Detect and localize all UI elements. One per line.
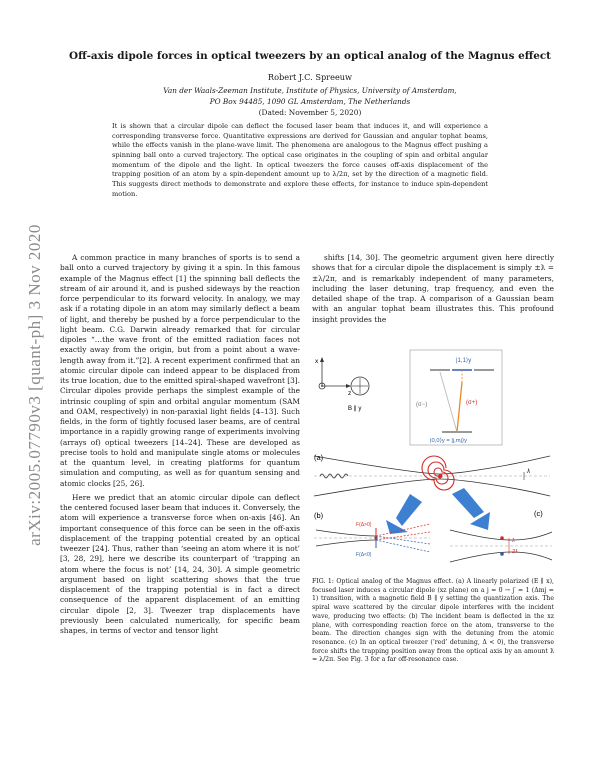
trapped-atom-lower <box>500 552 504 556</box>
arxiv-id: arXiv:2005.07790v3 [quant-ph] 3 Nov 2020 <box>25 224 44 546</box>
affiliation-line-1: Van der Waals-Zeeman Institute, Institute of Physics, University of Amsterdam, <box>163 86 457 95</box>
left-column <box>60 253 300 636</box>
level-bottom-label: |0,0⟩y = |j,mj⟩y <box>430 438 468 444</box>
beam-lower-edge <box>314 479 550 496</box>
body-paragraph-1: A common practice in many branches of sports is to send a ball onto a curved trajectory by giving it a spin. In this famous example of the Magnus effect [1] the spinning ball deflects the stream of air around it, and is pushed sideways by the reaction force perpendicular to its forward velocity. In analogy, we may ask if a rotating dipole in an atom may similarly deflect a beam of light, and thereby be pushed by a force perpendicular to the light beam. C.G. Darwin already remarked that for circular dipoles “…the wave front of the emitted radiation faces not exactly away from the origin, but from a point about a wave-length away from it.”[2]. A recent experiment confirmed that an atomic circular dipole can indeed appear to be displaced from its true location, due to the emitted spiral-shaped wavefront [3]. Circular dipoles provide perhaps the simplest example of the intrinsic coupling of spin and orbital angular momentum (SAM and OAM, respectively) in non-paraxial light fields [4–13]. Such fields, in the form of tightly focused laser beams, are of central importance in a rapidly growing range of experiments involving (arrays of) optical tweezers [14–24]. These are developed as precise tools to hold and manipulate single atoms or molecules at the quantum level, in creating platforms for quantum simulation and computing, as well as for quantum sensing and atomic clocks [25, 26]. <box>60 253 300 488</box>
force-positive-label: F(Δ>0) <box>356 522 372 528</box>
beam-upper-edge <box>314 456 550 474</box>
caption-text: Optical analog of the Magnus effect. (a) A linearly polarized (E ∥ x), focused laser induces a circular dipole (xz plane) on a j = 0 → j′ = 1 (Δmj = 1) transition, with a magnetic field B ∥ y setting the quantization axis. The spiral wave scattered by the circular dipole interferes with the incident wave, producing two effects: (b) The incident beam is deflected in the xz plane, with corresponding reaction force on the atom, transverse to the beam. The direction changes sign with the detuning from the atomic resonance. (c) In an optical tweezer (‘red’ detuning, Δ < 0), the transverse force shifts the trapping position away from the optical axis by an amount ƛ = λ/2π. See Fig. 3 for a far off-resonance case. <box>312 578 554 664</box>
date-line: (Dated: November 5, 2020) <box>258 108 362 117</box>
figure-1-graphic <box>312 348 554 573</box>
caption-label: FIG. 1: <box>312 578 334 585</box>
panel-b-label: (b) <box>314 511 324 520</box>
paper-title: Off-axis dipole forces in optical tweezers by an optical analog of the Magnus effect <box>69 50 551 62</box>
arrow-to-c-icon <box>452 488 490 530</box>
author-name: Robert J.C. Spreeuw <box>267 72 353 82</box>
panel-a-label: (a) <box>314 453 324 462</box>
lambda-bar-label: ƛ <box>527 469 530 475</box>
trapped-atom-upper <box>500 536 504 540</box>
panel-c-label: (c) <box>534 509 543 518</box>
figure-1 <box>312 348 554 573</box>
arrow-to-b-icon <box>386 494 422 534</box>
level-diagram-frame <box>410 350 502 445</box>
axis-z-label: z <box>348 390 352 397</box>
level-top-label: |1,1⟩y <box>456 358 472 364</box>
sigma-plus-label: (σ+) <box>466 400 478 406</box>
axes-icon <box>319 357 351 389</box>
sigma-minus-label: (σ−) <box>416 402 428 408</box>
lambda-small-label: ƛ <box>512 538 515 544</box>
abstract: It is shown that a circular dipole can deflect the focused laser beam that induces it, and will experience a corresponding transverse force. Quantitative expressions are derived for Gaussian and angular tophat beams, while the effects vanish in the plane-wave limit. The phenomena are analogous to the Magnus effect pushing a spinning ball onto a curved trajectory. The optical case originates in the coupling of spin and orbital angular momentum of the dipole and the light. In optical tweezers the force causes off-axis displacement of the trapping position of an atom by a spin-dependent amount up to λ/2π, set by the direction of a magnetic field. This suggests direct methods to demonstrate and explore these effects, for instance to induce spin-dependent motion. <box>112 122 488 198</box>
two-lambda-label: 2ƛ <box>512 549 518 555</box>
affiliation <box>60 85 560 107</box>
body-paragraph-2: Here we predict that an atomic circular dipole can deflect the centered focused laser beam that induces it. Conversely, the atom will experience a transverse force when on-axis [46]. An important consequence of this force can be seen in the off-axis displacement of the trapping potential created by an optical tweezer [24]. Thus, rather than ‘seeing an atom where it is not’ [3, 28, 29], here we describe its counterpart of ‘trapping an atom where the focus is not’ [14, 24, 30]. A simple geometric argument based on light scattering shows that the true displacement of the trapping potential is in fact a direct consequence of the apparent displacement of an emitting circular dipole [2, 3]. Tweezer trap displacements have previously been calculated numerically, for specific beam shapes, in terms of vector and tensor light <box>60 492 300 635</box>
force-negative-label: F(Δ<0) <box>356 552 372 558</box>
axis-x-label: x <box>315 358 319 365</box>
right-column <box>312 253 554 325</box>
arxiv-sidebar-stamp <box>20 195 50 575</box>
figure-caption <box>312 578 554 665</box>
affiliation-line-2: PO Box 94485, 1090 GL Amsterdam, The Netherlands <box>209 97 411 106</box>
body-paragraph-3: shifts [14, 30]. The geometric argument given here directly shows that for a circular dipole the displacement is simply ±ƛ = ±λ/2π, and is remarkably independent of many parameters, including the laser detuning, trap frequency, and even the detailed shape of the trap. A comparison of a Gaussian beam with an angular tophat beam illustrates this. This profound insight provides the <box>312 253 554 324</box>
b-field-label: B ∥ y <box>348 406 362 412</box>
